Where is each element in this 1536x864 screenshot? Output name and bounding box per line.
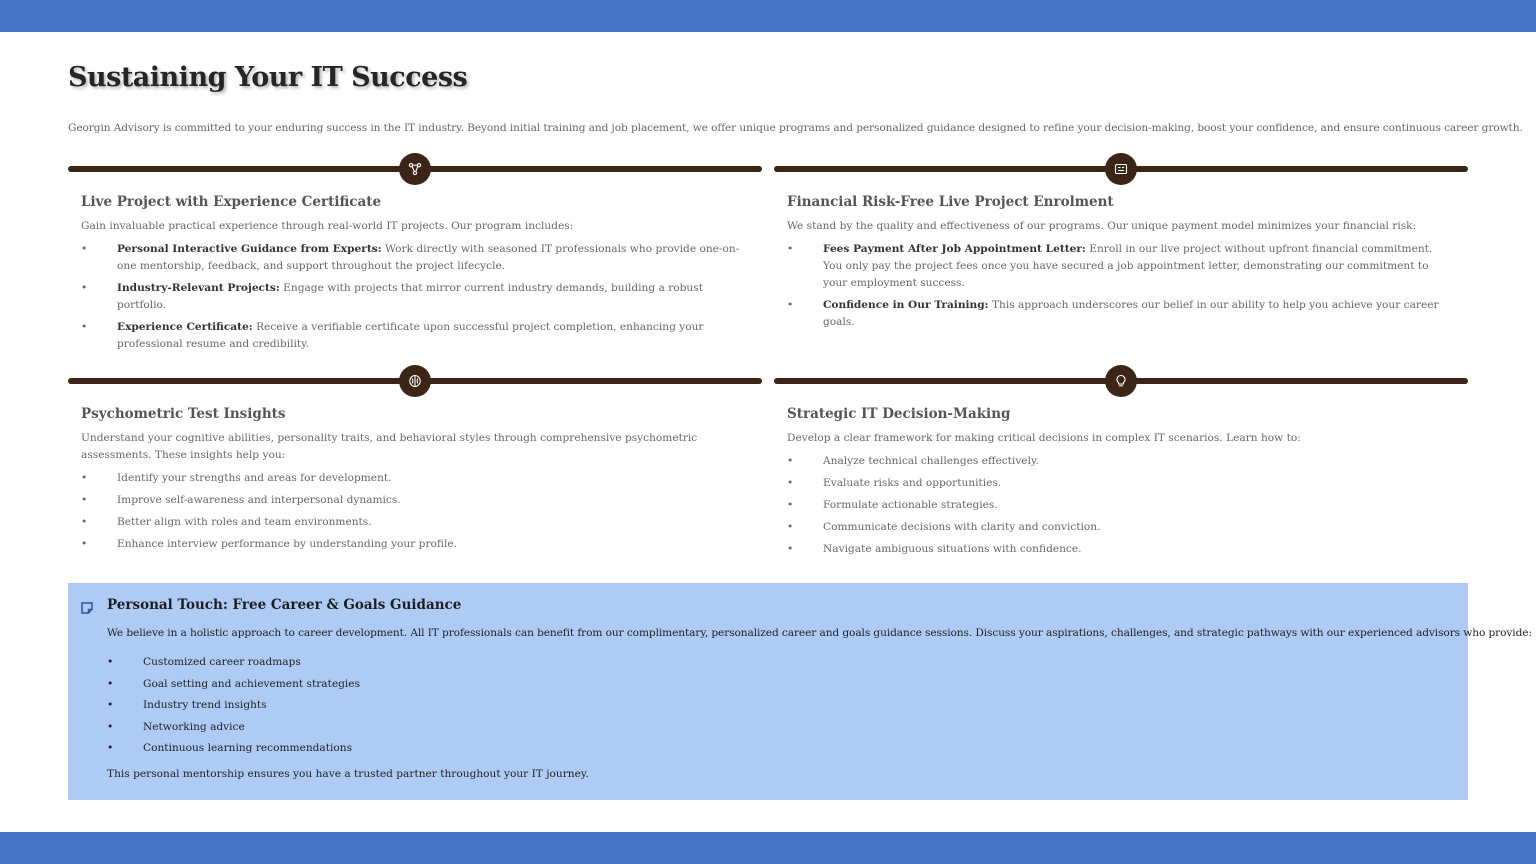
note-icon (80, 601, 94, 615)
list-item (787, 519, 1449, 536)
list-item-text: Evaluate risks and opportunities. (823, 477, 1002, 489)
list-item-text: Communicate decisions with clarity and conviction. (823, 521, 1101, 533)
list-item-text: Continuous learning recommendations (143, 742, 353, 754)
list-item (81, 536, 743, 553)
bullet: • (107, 742, 114, 754)
list-item (81, 470, 743, 487)
top-accent-band (0, 0, 1536, 32)
list-item-label: Confidence in Our Training: (823, 299, 989, 311)
card-title: Psychometric Test Insights (81, 406, 286, 422)
list-item (787, 453, 1449, 470)
list-item (787, 497, 1449, 514)
intro-paragraph: Georgin Advisory is committed to your enduring success in the IT industry. Beyond initial training and job placement, we offer unique programs and personalized guidance designed to refine your decision-making, boost your confidence, and ensure continuous career growth. (68, 122, 1523, 134)
card-bullet-list (81, 470, 743, 553)
bullet: • (787, 243, 794, 255)
card-title: Strategic IT Decision-Making (787, 406, 1011, 422)
list-item-label: Personal Interactive Guidance from Experts: (117, 243, 382, 255)
card-description: Develop a clear framework for making critical decisions in complex IT scenarios. Learn how to: (787, 432, 1301, 444)
card-description: We stand by the quality and effectiveness of our programs. Our unique payment model minimizes your financial risk: (787, 220, 1417, 232)
list-item (107, 697, 1407, 714)
list-item (81, 280, 743, 314)
bullet: • (107, 677, 114, 690)
list-item-text: Formulate actionable strategies. (823, 499, 998, 511)
list-item-text: Better align with roles and team environments. (117, 516, 372, 528)
bullet: • (81, 494, 88, 506)
list-item (81, 241, 743, 275)
card-description: Understand your cognitive abilities, personality traits, and behavioral styles through comprehensive psychometric assessments. These insights help you: (81, 432, 698, 461)
list-item-text: Enroll in our live project without upfront financial commitment. You only pay the project fees once you have secured a job appointment letter, demonstrating our commitment to your employment success. (823, 243, 1433, 289)
bullet: • (107, 720, 114, 733)
share-nodes-icon (399, 153, 431, 185)
bullet: • (787, 455, 794, 467)
list-item (81, 319, 743, 353)
list-item (107, 740, 1407, 757)
list-item (787, 241, 1449, 292)
lightbulb-icon (1105, 365, 1137, 397)
callout-career-guidance (68, 583, 1532, 800)
bullet: • (107, 656, 114, 668)
bullet: • (787, 499, 794, 511)
card-bullet-list (81, 241, 743, 353)
card-title: Live Project with Experience Certificate (81, 194, 382, 210)
list-item (81, 514, 743, 531)
list-item-text: Industry trend insights (143, 699, 267, 711)
list-item-text: Identify your strengths and areas for development. (117, 472, 392, 484)
list-item-text: Improve self-awareness and interpersonal dynamics. (117, 494, 401, 506)
bullet: • (81, 282, 88, 294)
list-item-text: Customized career roadmaps (143, 656, 301, 668)
list-item (787, 541, 1449, 558)
list-item-label: Fees Payment After Job Appointment Letter: (823, 243, 1086, 255)
list-item (787, 475, 1449, 492)
id-card-icon (1105, 153, 1137, 185)
brain-icon (399, 365, 431, 397)
callout-title: Personal Touch: Free Career & Goals Guidance (107, 597, 462, 613)
card-description: Gain invaluable practical experience through real-world IT projects. Our program includes: (81, 220, 574, 232)
list-item (787, 297, 1449, 331)
callout-bullet-list (107, 654, 1407, 762)
list-item-text: Receive a verifiable certificate upon successful project completion, enhancing your professional resume and credibility. (117, 321, 704, 350)
list-item (81, 492, 743, 509)
list-item-text: Networking advice (143, 720, 245, 733)
bullet: • (81, 243, 88, 255)
list-item (107, 719, 1407, 736)
bullet: • (81, 321, 88, 333)
bullet: • (107, 699, 114, 711)
bullet: • (787, 543, 794, 555)
callout-description: We believe in a holistic approach to career development. All IT professionals can benefit from our complimentary, personalized career and goals guidance sessions. Discuss your aspirations, challenges, and strategic pathways with our experienced advisors who provide: (107, 627, 1532, 639)
page-title: Sustaining Your IT Success (68, 62, 468, 93)
list-item-label: Experience Certificate: (117, 321, 253, 333)
card-title: Financial Risk-Free Live Project Enrolment (787, 194, 1114, 210)
bullet: • (81, 472, 88, 484)
bottom-accent-band (0, 832, 1536, 864)
list-item-text: Enhance interview performance by understanding your profile. (117, 538, 457, 550)
callout-footer: This personal mentorship ensures you have a trusted partner throughout your IT journey. (107, 768, 589, 780)
card-bullet-list (787, 241, 1449, 331)
card-bullet-list (787, 453, 1449, 558)
list-item-text: Analyze technical challenges effectively. (823, 455, 1039, 467)
list-item (107, 676, 1407, 693)
bullet: • (787, 521, 794, 533)
list-item-text: Navigate ambiguous situations with confidence. (823, 543, 1082, 555)
list-item-label: Industry-Relevant Projects: (117, 282, 280, 294)
bullet: • (787, 477, 794, 489)
bullet: • (81, 538, 88, 550)
list-item (107, 654, 1407, 671)
bullet: • (81, 516, 88, 528)
list-item-text: Work directly with seasoned IT professionals who provide one-on-one mentorship, feedback, and support throughout the project lifecycle. (117, 243, 740, 272)
list-item-text: Goal setting and achievement strategies (143, 677, 361, 690)
list-item-text: Engage with projects that mirror current industry demands, building a robust portfolio. (117, 282, 703, 311)
bullet: • (787, 299, 794, 311)
list-item-text: This approach underscores our belief in our ability to help you achieve your career goals. (823, 299, 1439, 328)
